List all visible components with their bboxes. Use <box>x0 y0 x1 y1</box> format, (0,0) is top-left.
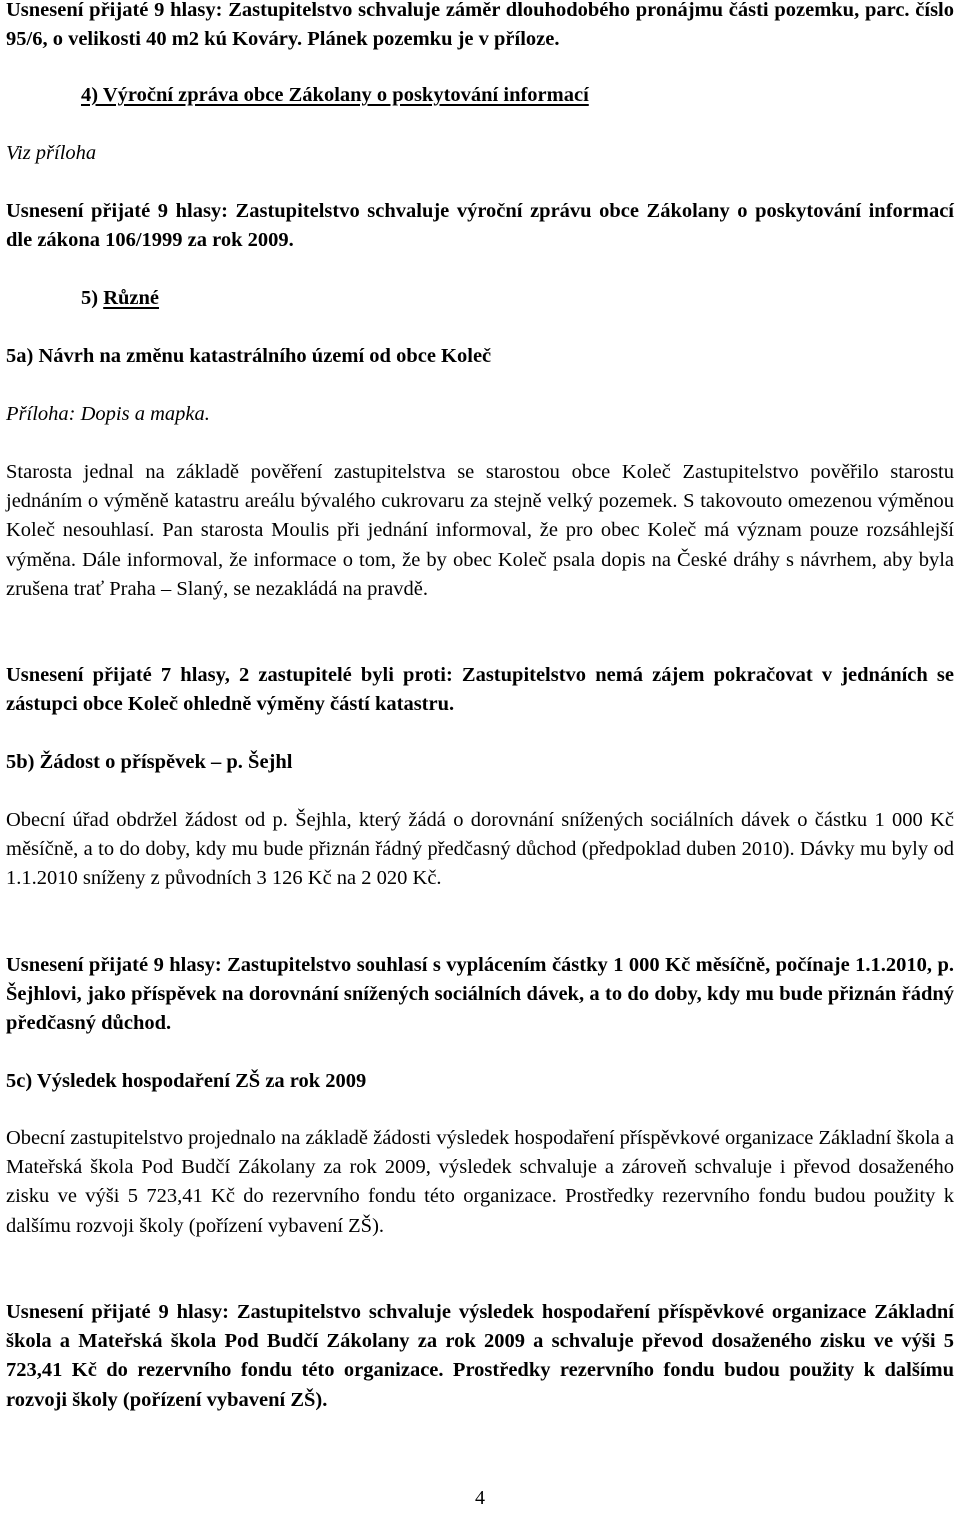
section4-heading-text: 4) Výroční zpráva obce Zákolany o poskytování informací <box>81 84 589 106</box>
section4-heading <box>6 81 954 110</box>
section5b-heading: 5b) Žádost o příspěvek – p. Šejhl <box>6 751 293 773</box>
section5c-resolution: Usnesení přijaté 9 hlasy: Zastupitelstvo schvaluje výsledek hospodaření příspěvkové organizace Základní škola a Mateřská škola Pod Budčí Zákolany za rok 2009 a schvaluje převod dosaženého zisku ve výši 5 723,41 Kč do rezervního fondu této organizace. Prostředky rezervního fondu budou použity k dalšímu rozvoji školy (pořízení vybavení ZŠ). <box>6 1301 954 1411</box>
section5a-attachment: Příloha: Dopis a mapka. <box>6 403 210 425</box>
section5b-body: Obecní úřad obdržel žádost od p. Šejhla, který žádá o dorovnání snížených sociálních dávek o částku 1 000 Kč měsíčně, a to do doby, kdy mu bude přiznán řádný předčasný důchod (předpoklad duben 2010). Dávky mu byly od 1.1.2010 sníženy z původních 3 126 Kč na 2 020 Kč. <box>6 809 954 890</box>
section5a-heading: 5a) Návrh na změnu katastrálního území od obce Koleč <box>6 345 492 367</box>
section5a-body: Starosta jednal na základě pověření zastupitelstva se starostou obce Koleč Zastupitelstvo pověřilo starostu jednáním o výměně katastru areálu bývalého cukrovaru za stejně velký pozemek. S takovouto omezenou výměnou Koleč nesouhlasí. Pan starosta Moulis při jednání informoval, že pro obec Koleč má význam pouze rozsáhlejší výměna. Dále informoval, že informace o tom, že by obec Koleč psala dopis na České dráhy s návrhem, aby byla zrušena trať Praha – Slaný, se nezakládá na pravdě. <box>6 461 954 600</box>
section5-heading <box>6 284 954 313</box>
section5c-heading: 5c) Výsledek hospodaření ZŠ za rok 2009 <box>6 1070 367 1092</box>
page-number: 4 <box>475 1487 485 1509</box>
section5-heading-prefix: 5) <box>81 287 104 309</box>
section5c-body: Obecní zastupitelstvo projednalo na základě žádosti výsledek hospodaření příspěvkové organizace Základní škola a Mateřská škola Pod Budčí Zákolany za rok 2009, výsledek schvaluje a zároveň schvaluje i převod dosaženého zisku ve výši 5 723,41 Kč do rezervního fondu této organizace. Prostředky rezervního fondu budou použity k dalšímu rozvoji školy (pořízení vybavení ZŠ). <box>6 1127 954 1237</box>
section4-resolution: Usnesení přijaté 9 hlasy: Zastupitelstvo schvaluje výroční zprávu obce Zákolany o poskytování informací dle zákona 106/1999 za rok 2009. <box>6 200 954 252</box>
section5a-resolution: Usnesení přijaté 7 hlasy, 2 zastupitelé byli proti: Zastupitelstvo nemá zájem pokračovat v jednáních se zástupci obce Koleč ohledně výměny částí katastru. <box>6 664 954 716</box>
section4-attachment: Viz příloha <box>6 142 97 164</box>
section5-heading-title: Různé <box>103 287 160 309</box>
section5b-resolution: Usnesení přijaté 9 hlasy: Zastupitelstvo souhlasí s vyplácením částky 1 000 Kč měsíčně, počínaje 1.1.2010, p. Šejhlovi, jako příspěvek na dorovnání snížených sociálních dávek, a to do doby, kdy mu bude přiznán řádný předčasný důchod. <box>6 954 954 1035</box>
top-resolution: Usnesení přijaté 9 hlasy: Zastupitelstvo schvaluje záměr dlouhodobého pronájmu části pozemku, parc. číslo 95/6, o velikosti 40 m2 kú Kováry. Plánek pozemku je v příloze. <box>6 0 954 51</box>
